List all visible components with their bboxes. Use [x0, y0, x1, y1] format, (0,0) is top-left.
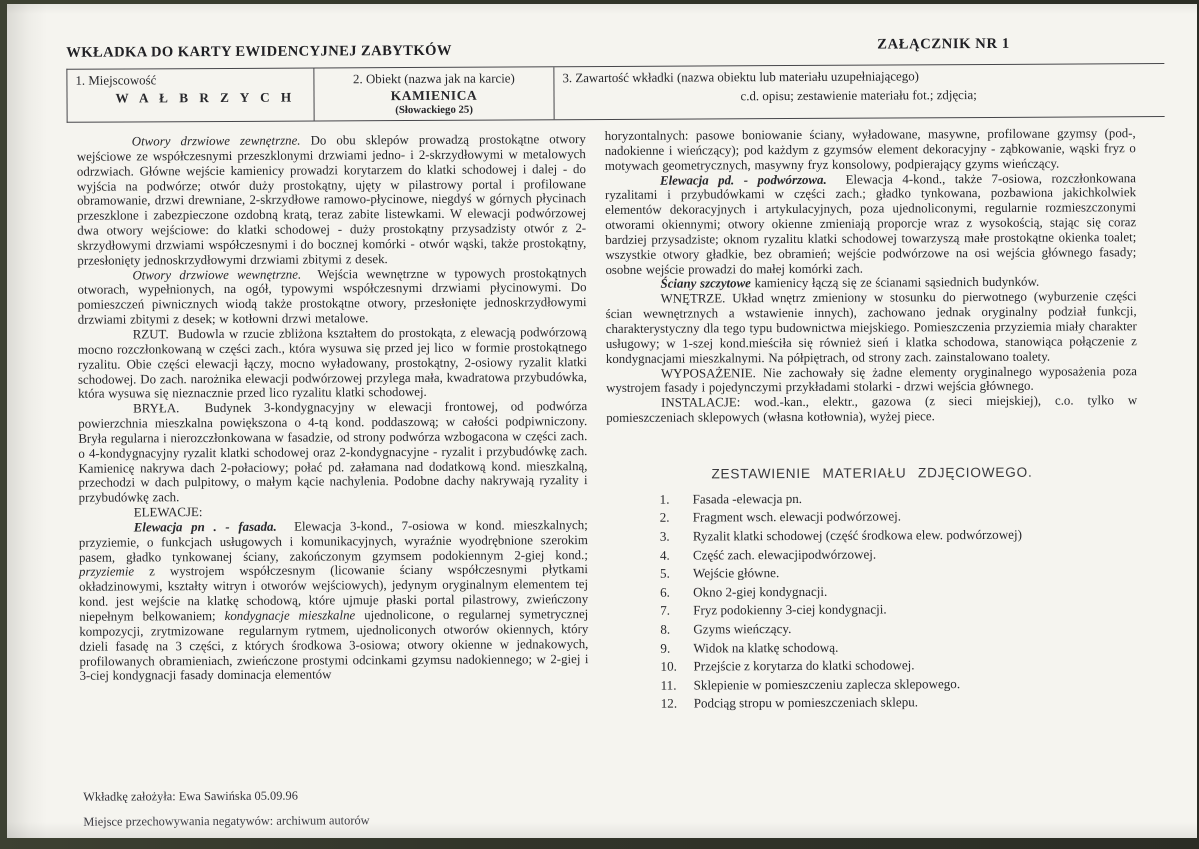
- locality-value: W A Ł B R Z Y C H: [115, 89, 296, 106]
- object-address: (Słowackiego 25): [395, 103, 473, 117]
- text-run: WYPOSAŻENIE. Nie zachowały się żadne elementy oryginalnego wyposażenia poza wystrojem fasady i pojedynczymi przykładami stolarki - drzwi wejścia głównego.: [606, 363, 1137, 396]
- list-number: 7.: [660, 603, 671, 619]
- footer-negatives-line: Miejsce przechowywania negatywów: archiwum autorów: [83, 813, 370, 829]
- text-run: Ściany szczytowe: [660, 276, 751, 292]
- paragraph: [606, 289, 1137, 366]
- record-id-table: [66, 63, 1164, 123]
- paragraph: [78, 399, 588, 506]
- left-text-column: [77, 132, 589, 684]
- object-cell: [314, 67, 554, 120]
- text-run: INSTALACJE: wod.-kan., elektr., gazowa (z sieci miejskiej), c.o. tylko w pomieszczeniach sklepowych (własna kotłownia), wyżej piece.: [606, 393, 1138, 426]
- locality-cell: [67, 69, 314, 122]
- list-text: Okno 2-giej kondygnacji.: [693, 583, 828, 600]
- list-number: 10.: [660, 658, 677, 674]
- photo-list-item: [660, 618, 1138, 639]
- content-label: 3. Zawartość wkładki (nazwa obiektu lub materiału uzupełniającego): [562, 69, 919, 86]
- paragraph: [77, 132, 587, 268]
- text-run: z wystrojem współczesnym (licowanie ściany współczesnymi płytkami okładzinowymi, kształty witryn i otworów wejściowych), jedynym oryginalnym elementem tej kond. jest wejście na klatkę schodową, które ujmuje płaski portal pilastrowy, zwieńczony niepełnym belkowaniem;: [79, 562, 589, 624]
- list-number: 6.: [660, 584, 670, 600]
- text-run: RZUT. Budowla w rzucie zbliżona kształtem do prostokąta, z elewacją podwórzową mocno rozczłonkowaną w części zach., która wysuwa się przed jej lico w formie prostokątnego ryzalitu. Obie części elewacji łączy, mocno wyładowany, prostokątny, 2-osiowy ryzalit klatki schodowej. Do zach. narożnika elewacji podwórzowej przylega mała, kwadratowa przybudówka, która wysuwa się nieznacznie przed lico ryzalitu klatki schodowej.: [77, 325, 588, 402]
- object-value: KAMIENICA: [390, 87, 478, 104]
- text-run: BRYŁA. Budynek 3-kondygnacyjny w elewacji frontowej, od podwórza powierzchnia mieszkalna powiększona o 4-tą kond. poddaszową; w całości podpiwniczony. Bryła regularna i nierozczłonkowana w fasadzie, od strony podwórza wzbogacona w części zach. o 4-kondygnacyjny ryzalit klatki schodowej oraz 2-kondygnacyjne - ryzalit i przybudówkę zach. Kamienicę nakrywa dach 2-połaciowy; połać pd. załamana nad dodatkową kond. mieszkalną, przechodzi w dach pulpitowy, o małym kącie nachylenia. Podobne dachy nakrywają ryzality i przybudówkę zach.: [78, 399, 588, 505]
- list-number: 5.: [659, 565, 670, 581]
- footer-author-line: Wkładkę założyła: Ewa Sawińska 05.09.96: [83, 788, 298, 804]
- list-text: Sklepienie w pomieszczeniu zaplecza sklepowego.: [693, 675, 961, 693]
- text-run: Elewacja 3-kond., 7-osiowa w kond. mieszkalnych; przyziemie, o funkcjach usługowych i komunikacyjnych, wyraźnie wyodrębnione szerokim pasem, gładko tynkowanej ściany, zakończonym gzymsem podokiennym 2-giej kond.;: [78, 518, 588, 565]
- list-text: Wejście główne.: [692, 565, 780, 581]
- list-number: 9.: [660, 640, 671, 656]
- content-value: c.d. opisu; zestawienie materiału fot.; zdjęcia;: [740, 88, 977, 104]
- text-run: WNĘTRZE. Układ wnętrz zmieniony w stosunku do pierwotnego (wyburzenie części ścian wewnętrznych a wstawienie innych), zachowano jednak oryginalny podział funkcji, charakterystyczny dla tego typu budownictwa miejskiego. Pomieszczenia przyziemia miały charakter usługowy; w 1-szej kond.mieściła się również sień i klatka schodowa, stanowiąca połączenie z kondygnacjami mieszkalnymi. Na półpiętrach, od strony zach. zainstalowano toalety.: [605, 289, 1137, 366]
- paragraph: [77, 266, 586, 328]
- list-text: Widok na klatkę schodową.: [693, 639, 839, 656]
- list-number: 3.: [659, 528, 670, 544]
- list-text: Fasada -elewacja pn.: [692, 490, 803, 507]
- photo-list-item: [660, 581, 1138, 602]
- paragraph: [606, 364, 1137, 396]
- paragraph: [78, 325, 587, 402]
- text-run: ELEWACJE:: [133, 505, 203, 520]
- scanned-paper: [7, 4, 1197, 838]
- object-label: 2. Obiekt (nazwa jak na karcie): [352, 71, 515, 87]
- right-text-column: [605, 126, 1139, 714]
- text-run: Elewacja 4-kond., także 7-osiowa, rozczłonkowana ryzalitami i przybudówkami w części zach.; gładko tynkowana, pozbawiona jakichkolwiek elementów dekoracyjnych i artykulacyjnych, poza ujednoliconymi, regularnie rozmieszczonymi otworami okiennymi; otwory okienne zmieniają proporcje wraz z wysokością, stając się coraz bardziej przysadziste; oknom ryzalitu klatki schodowej towarzyszą małe prostokątne okienka toalet; wszystkie otwory gładkie, bez obramień; wejście podwórzowe na osi wejścia głównego fasady; osobne wejście prowadzi do małej komórki zach.: [605, 170, 1137, 277]
- list-number: 12.: [660, 696, 678, 712]
- text-run: Elewacja pd. - podwórzowa.: [659, 172, 827, 188]
- list-text: Fryz podokienny 3-ciej kondygnacji.: [693, 601, 887, 618]
- page-content: [5, 1, 1199, 841]
- paragraph: [605, 126, 1136, 173]
- attachment-label: ZAŁĄCZNIK NR 1: [877, 35, 1010, 53]
- list-text: Przejście z korytarza do klatki schodowej.: [693, 657, 915, 674]
- text-run: przyziemie: [78, 564, 135, 580]
- list-number: 4.: [659, 547, 670, 563]
- list-text: Fragment wsch. elewacji podwórzowej.: [692, 508, 902, 525]
- photo-list-item: [660, 655, 1138, 676]
- document-title: WKŁADKA DO KARTY EWIDENCYJNEJ ZABYTKÓW: [66, 42, 452, 61]
- list-number: 11.: [660, 677, 677, 693]
- photo-list-item: [660, 562, 1138, 583]
- text-run: kamienicy łączą się ze ścianami sąsiednich budynków.: [750, 275, 1040, 291]
- text-run: Elewacja pn . - fasada.: [133, 519, 277, 535]
- footer: [83, 788, 369, 829]
- list-text: Podciąg stropu w pomieszczeniach sklepu.: [693, 694, 919, 711]
- paragraph: [605, 171, 1137, 278]
- text-run: Wejścia wewnętrzne w typowych prostokątnych otworach, wypełnionych, na ogół, typowymi współczesnymi drzwiami płycinowymi. Do pomieszczeń piwnicznych wiodą także prostokątne otwory, przesłonięte jednoskrzydłowymi drzwiami zbitymi z desek; w kotłowni drzwi metalowe.: [77, 265, 587, 327]
- list-text: Część zach. elewacjipodwórzowej.: [692, 546, 877, 563]
- paragraph: [79, 518, 589, 684]
- photo-list-item: [660, 507, 1138, 528]
- photo-list-item: [661, 674, 1139, 695]
- photo-list-item: [660, 637, 1138, 658]
- list-number: 2.: [659, 510, 670, 526]
- list-text: Ryzalit klatki schodowej (część środkowa elew. podwórzowej): [692, 526, 1022, 544]
- text-run: Otwory drzwiowe zewnętrzne.: [131, 133, 301, 149]
- text-run: Do obu sklepów prowadzą prostokątne otwory wejściowe ze współczesnymi przeszklonymi drzwiami jedno- i 2-skrzydłowymi w metalowych odrzwiach. Główne wejście kamienicy prowadzi korytarzem do klatki schodowej i dalej - do wyjścia na podwórze; otwór duży prostokątny, ujęty w pilastrowy portal i profilowane obramowanie, drzwi drewniane, 2-skrzydłowe ramowo-płycinowe, niegdyś w górnych płycinach przeszklone i zabezpieczone ozdobną kratą, teraz zabite listewkami. W elewacji podwórzowej dwa otwory wejściowe: do klatki schodowej - duży prostokątny przysadzisty otwór z 2-skrzydłowymi drzwiami współczesnymi i do bocznej komórki - otwór wąski, także prostokątny, przesłonięty jednoskrzydłowymi drzwiami zbitymi z desek.: [76, 132, 587, 268]
- photo-list-item: [660, 488, 1138, 509]
- photo-list: [607, 488, 1139, 714]
- photo-list-title: ZESTAWIENIE MATERIAŁU ZDJĘCIOWEGO.: [711, 464, 1033, 482]
- list-number: 8.: [660, 621, 671, 637]
- right-column-paragraphs: [605, 126, 1138, 426]
- photo-list-item: [660, 600, 1138, 621]
- text-run: Otwory drzwiowe wewnętrzne.: [132, 267, 302, 283]
- text-run: kondygnacje mieszkalne: [224, 608, 356, 623]
- text-run: horyzontalnych: pasowe boniowanie ściany, wyładowane, masywne, profilowane gzymsy (pod-, nadokienne i wieńczący); pod każdym z gzymsów element dekoracyjny - ząbkowanie, wąski fryz o motywach geometrycznych, masywny fryz konsolowy, podpierający gzyms wieńczący.: [604, 126, 1136, 173]
- list-text: Gzyms wieńczący.: [693, 621, 792, 637]
- photo-list-item: [661, 693, 1139, 714]
- photo-list-item: [660, 544, 1138, 565]
- list-number: 1.: [659, 491, 670, 507]
- content-cell: [554, 64, 1164, 119]
- locality-label: 1. Miejscowość: [75, 73, 157, 88]
- photo-list-item: [660, 525, 1138, 546]
- text-run: ujednolicone, o regularnej symetrycznej kompozycji, zrytmizowane regularnym rytmem, ujednoliconych otworów okiennych, który dzieli fasadę na 3 części, z których środkowa 3-osiowa; otwory okienne w jednakowych, profilowanych obramieniach, zwieńczone prostymi odcinkami gzymsu nadokiennego; w 2-giej i 3-ciej kondygnacji fasady dominacja elementów: [79, 607, 589, 684]
- paragraph: [606, 393, 1137, 425]
